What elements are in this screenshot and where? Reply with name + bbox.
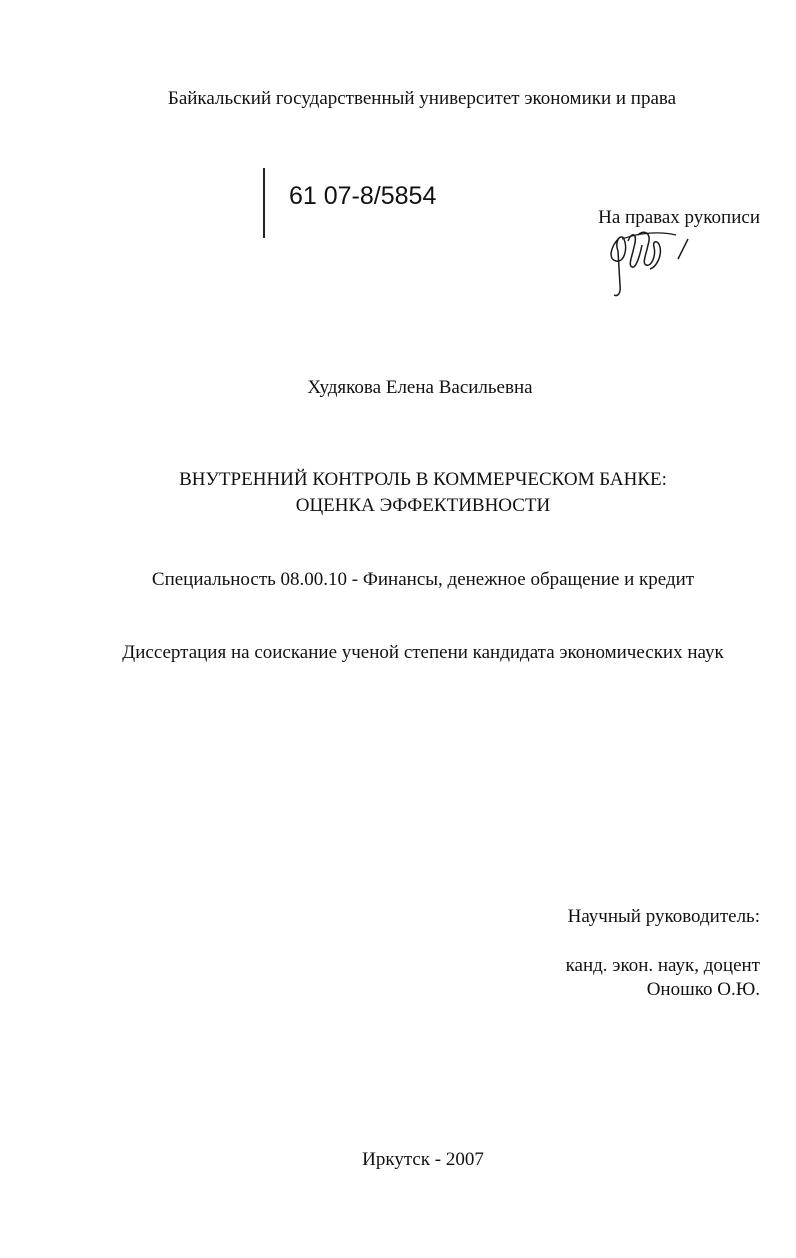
stamp-vertical-line: [263, 168, 265, 238]
supervisor-degree: канд. экон. наук, доцент: [565, 955, 760, 976]
dissertation-degree: Диссертация на соискание ученой степени кандидата экономических наук: [122, 642, 724, 663]
author-name: Худякова Елена Васильевна: [307, 377, 533, 398]
rights-notice: На правах рукописи: [598, 207, 760, 228]
city-year: Иркутск - 2007: [362, 1149, 484, 1170]
specialty: Специальность 08.00.10 - Финансы, денежное обращение и кредит: [151, 569, 695, 590]
supervisor-name: Оношко О.Ю.: [646, 979, 760, 1000]
dissertation-title-line-1: ВНУТРЕННИЙ КОНТРОЛЬ В КОММЕРЧЕСКОМ БАНКЕ:: [179, 469, 667, 490]
supervisor-label: Научный руководитель:: [567, 906, 760, 927]
catalog-number: 61 07-8/5854: [289, 182, 437, 210]
university-name: Байкальский государственный университет экономики и права: [167, 88, 677, 109]
dissertation-title-line-2: ОЦЕНКА ЭФФЕКТИВНОСТИ: [295, 495, 551, 516]
handwritten-signature-icon: [598, 225, 708, 300]
